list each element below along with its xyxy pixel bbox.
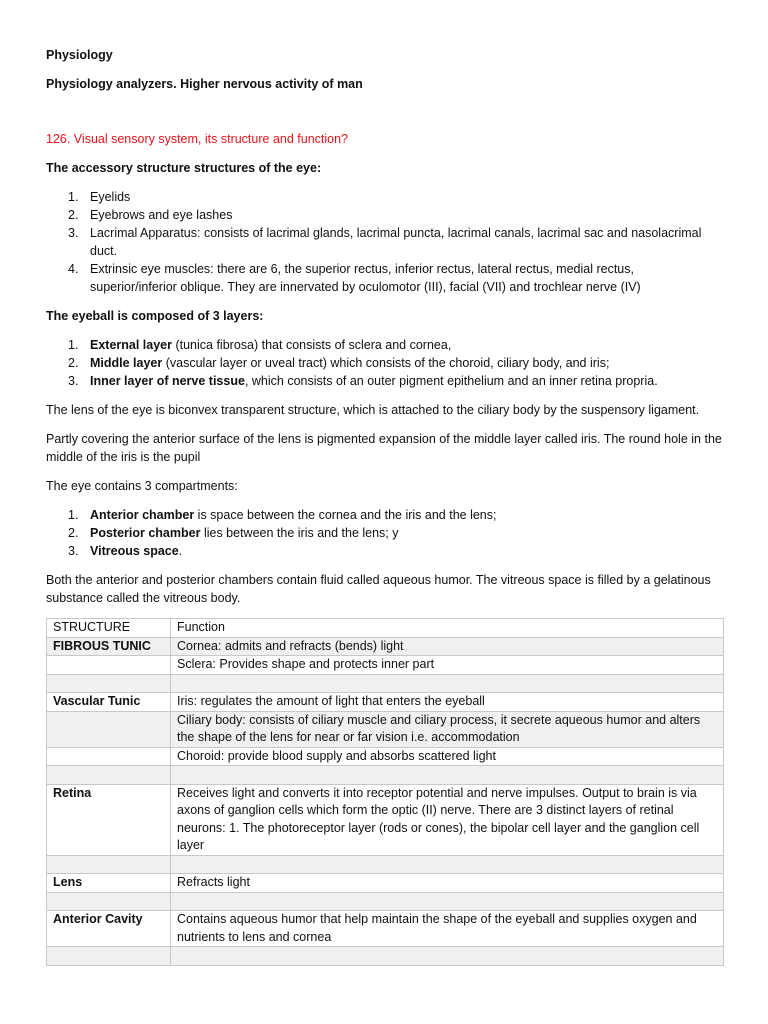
list-item: 2. Posterior chamber lies between the iris and the lens; y xyxy=(68,526,399,540)
table-row xyxy=(47,766,724,785)
list-item: 2. Middle layer (vascular layer or uveal tract) which consists of the choroid, ciliary body, and iris; xyxy=(68,356,610,370)
table-cell xyxy=(171,947,724,966)
list-item: 3. Inner layer of nerve tissue, which consists of an outer pigment epithelium and an inner retina propria. xyxy=(68,374,658,388)
table-cell: Cornea: admits and refracts (bends) light xyxy=(171,637,724,656)
lens-paragraph: The lens of the eye is biconvex transparent structure, which is attached to the ciliary body by the suspensory ligament. xyxy=(46,403,700,417)
list-item: 4. Extrinsic eye muscles: there are 6, the superior rectus, inferior rectus, lateral rectus, medial rectus, superior/inferior oblique. They are innervated by oculomotor (III), facial (VII) and trochlear nerve (IV) xyxy=(68,262,641,294)
accessory-list xyxy=(46,188,724,296)
list-item: 2. Eyebrows and eye lashes xyxy=(68,208,233,222)
list-item: 1. External layer (tunica fibrosa) that consists of sclera and cornea, xyxy=(68,338,452,352)
table-cell xyxy=(171,674,724,693)
table-cell: Receives light and converts it into receptor potential and nerve impulses. Output to brain is via axons of ganglion cells which form the optic (II) nerve. There are 3 distinct layers of retinal neurons: 1. The photoreceptor layer (rods or cones), the bipolar cell layer and the ganglion cell layer xyxy=(171,784,724,855)
table-row xyxy=(47,784,724,855)
list-item: 1. Eyelids xyxy=(68,190,131,204)
table-cell xyxy=(171,855,724,874)
table-cell xyxy=(47,892,171,911)
table-cell: Sclera: Provides shape and protects inner part xyxy=(171,656,724,675)
table-cell: Choroid: provide blood supply and absorbs scattered light xyxy=(171,747,724,766)
humor-paragraph: Both the anterior and posterior chambers contain fluid called aqueous humor. The vitreous space is filled by a gelatinous substance called the vitreous body. xyxy=(46,573,711,605)
document-page xyxy=(46,46,724,966)
table-cell: Lens xyxy=(47,874,171,893)
list-item: 3. Lacrimal Apparatus: consists of lacrimal glands, lacrimal puncta, lacrimal canals, lacrimal sac and nasolacrimal duct. xyxy=(68,226,702,258)
accessory-heading: The accessory structure structures of the eye: xyxy=(46,161,322,175)
layers-heading: The eyeball is composed of 3 layers: xyxy=(46,309,264,323)
table-cell: Ciliary body: consists of ciliary muscle and ciliary process, it secrete aqueous humor and alters the shape of the lens for near or far vision i.e. accommodation xyxy=(171,711,724,747)
table-row xyxy=(47,674,724,693)
table-cell: Contains aqueous humor that help maintain the shape of the eyeball and supplies oxygen and nutrients to lens and cornea xyxy=(171,911,724,947)
table-cell: Iris: regulates the amount of light that enters the eyeball xyxy=(171,693,724,712)
table-header-cell: Function xyxy=(171,619,724,638)
table-row xyxy=(47,855,724,874)
table-row xyxy=(47,656,724,675)
table-cell: Anterior Cavity xyxy=(47,911,171,947)
structure-function-table xyxy=(46,618,724,966)
table-cell xyxy=(47,855,171,874)
list-item: 1. Anterior chamber is space between the cornea and the iris and the lens; xyxy=(68,508,497,522)
compartments-list xyxy=(46,506,724,560)
question-heading: 126. Visual sensory system, its structure and function? xyxy=(46,132,349,146)
table-cell xyxy=(47,766,171,785)
table-row xyxy=(47,947,724,966)
table-row xyxy=(47,747,724,766)
table-row xyxy=(47,711,724,747)
table-row xyxy=(47,874,724,893)
layers-list xyxy=(46,336,724,390)
table-cell xyxy=(47,947,171,966)
table-row xyxy=(47,911,724,947)
compartments-heading: The eye contains 3 compartments: xyxy=(46,479,238,493)
list-item: 3. Vitreous space. xyxy=(68,544,183,558)
iris-paragraph: Partly covering the anterior surface of the lens is pigmented expansion of the middle layer called iris. The round hole in the middle of the iris is the pupil xyxy=(46,432,722,464)
table-cell xyxy=(171,892,724,911)
table-cell: Retina xyxy=(47,784,171,855)
doc-subtitle: Physiology analyzers. Higher nervous activity of man xyxy=(46,77,363,91)
table-cell: FIBROUS TUNIC xyxy=(47,637,171,656)
table-header-cell: STRUCTURE xyxy=(47,619,171,638)
table-cell xyxy=(47,747,171,766)
table-cell xyxy=(47,674,171,693)
table-cell: Refracts light xyxy=(171,874,724,893)
table-header-row xyxy=(47,619,724,638)
table-row xyxy=(47,637,724,656)
table-cell: Vascular Tunic xyxy=(47,693,171,712)
doc-title: Physiology xyxy=(46,48,113,62)
table-cell xyxy=(47,711,171,747)
table-cell xyxy=(47,656,171,675)
table-row xyxy=(47,693,724,712)
table-row xyxy=(47,892,724,911)
table-cell xyxy=(171,766,724,785)
